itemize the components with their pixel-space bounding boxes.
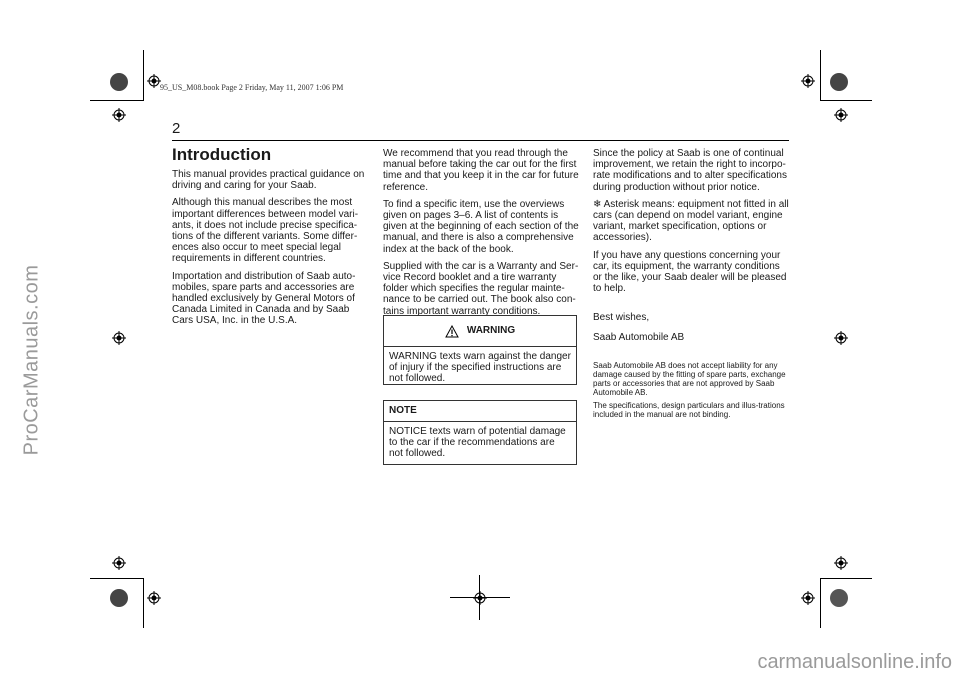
disclaimer: The specifications, design particulars and illus-trations included in the manual are not binding. (593, 400, 785, 419)
page-number: 2 (172, 120, 181, 137)
warning-triangle-icon (445, 325, 459, 338)
registration-dot-icon (830, 73, 848, 91)
paragraph: Supplied with the car is a Warranty and Ser-vice Record booklet and a tire warranty folder which specifies the regular mainte-nance to be carried out. The book also con-tains important warranty conditions. (383, 260, 579, 317)
side-watermark (12, 80, 52, 640)
crosshair-icon (473, 591, 487, 605)
signature: Saab Automobile AB (593, 331, 685, 343)
column-1 (172, 145, 370, 333)
warning-text: WARNING texts warn against the danger of injury if the specified instructions are not followed. (389, 351, 571, 385)
crosshair-icon (834, 108, 848, 122)
page-title: Introduction (172, 145, 272, 164)
crosshair-icon (834, 331, 848, 345)
column-3 (593, 148, 789, 425)
warning-header (384, 316, 576, 347)
footer-watermark: carmanualsonline.info (757, 651, 952, 673)
paragraph: This manual provides practical guidance on driving and caring for your Saab. (172, 169, 365, 192)
paragraph: If you have any questions concerning your car, its equipment, the warranty conditions or the like, your Saab dealer will be pleased to help. (593, 249, 787, 295)
paragraph: Importation and distribution of Saab auto-mobiles, spare parts and accessories are handled exclusively by General Motors of Canada Limited in Canada and by Saab Cars USA, Inc. in the U.S.A. (172, 270, 356, 327)
crosshair-icon (147, 74, 161, 88)
warning-label: WARNING (466, 325, 516, 337)
header-rule (172, 140, 789, 141)
paragraph: Since the policy at Saab is one of continual improvement, we retain the right to incorpo-rate modifications and to alter specifications during production without prior notice. (593, 148, 787, 193)
paragraph: Although this manual describes the most important differences between model vari-ants, it does not include precise specifica-tions of the different variants. Some differ-ences also occur to meet special legal requirements in different countries. (172, 197, 359, 265)
asterisk-paragraph: ❄ Asterisk means: equipment not fitted in all cars (can depend on model variant, engine variant, market specification, options or accessories). (593, 198, 789, 244)
crosshair-icon (147, 591, 161, 605)
notice-text: NOTICE texts warn of potential damage to the car if the recommendations are not followed. (389, 426, 566, 460)
notice-box (383, 400, 577, 465)
warning-box (383, 315, 577, 385)
crosshair-icon (112, 331, 126, 345)
registration-dot-icon (110, 73, 128, 91)
crosshair-icon (834, 556, 848, 570)
closing: Best wishes, (593, 312, 650, 324)
paragraph: To find a specific item, use the overviews given on pages 3–6. A list of contents is given at the beginning of each section of the manual, and there is also a comprehensive index at the back of the book. (383, 198, 579, 255)
crosshair-icon (801, 591, 815, 605)
file-stamp: 95_US_M08.book Page 2 Friday, May 11, 2007 1:06 PM (160, 83, 344, 92)
crosshair-icon (112, 556, 126, 570)
registration-dot-icon (110, 589, 128, 607)
crosshair-icon (112, 108, 126, 122)
disclaimer: Saab Automobile AB does not accept liability for any damage caused by the fitting of spare parts, exchange parts or accessories that are not approved by Saab Automobile AB. (593, 360, 786, 397)
notice-header (384, 401, 576, 422)
column-2 (383, 148, 579, 323)
registration-dot-icon (830, 589, 848, 607)
side-watermark-text: ProCarManuals.com (20, 264, 43, 456)
notice-label: NOTE (389, 405, 417, 416)
paragraph: We recommend that you read through the manual before taking the car out for the first time and that you keep it in the car for future reference. (383, 148, 579, 193)
crosshair-icon (801, 74, 815, 88)
asterisk-icon: ❄ (593, 198, 602, 210)
